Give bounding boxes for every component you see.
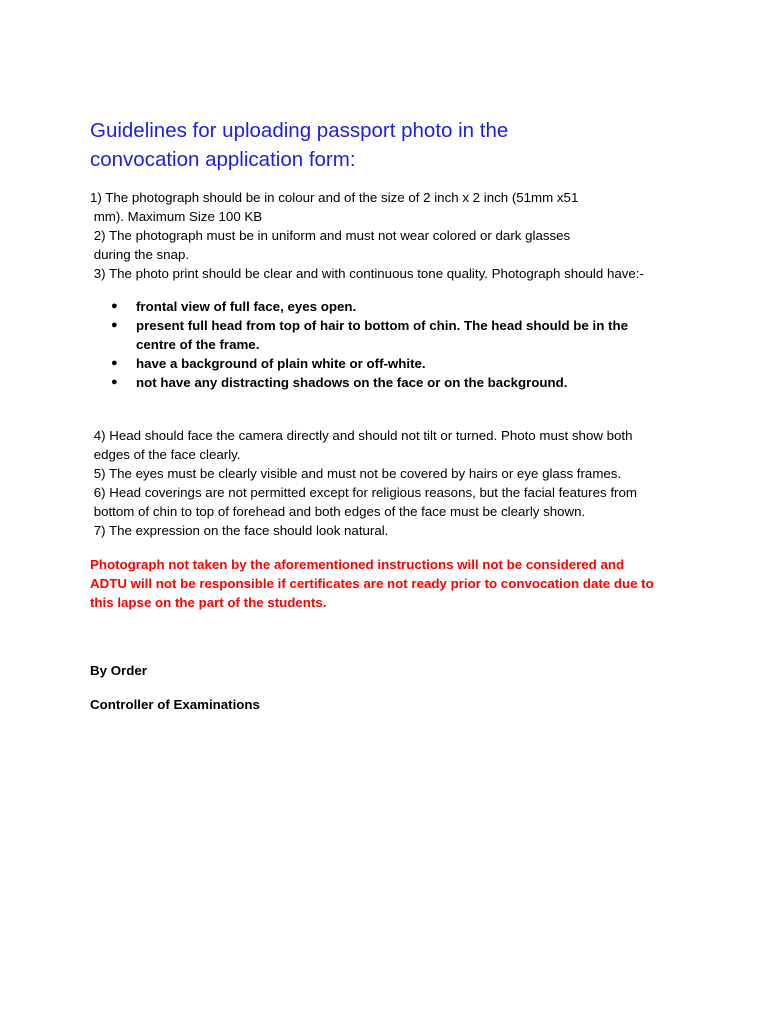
list-item-text: not have any distracting shadows on the face or on the background.	[136, 375, 568, 390]
list-item	[90, 354, 690, 373]
guideline-line: bottom of chin to top of forehead and both edges of the face must be clearly shown.	[90, 504, 586, 519]
list-item	[90, 297, 690, 316]
guideline-line: 3) The photo print should be clear and with continuous tone quality. Photograph should have:-	[90, 266, 644, 281]
signatory-title: Controller of Examinations	[90, 697, 260, 712]
additional-guidelines	[90, 426, 690, 540]
warning-line: Photograph not taken by the aforementioned instructions will not be considered and	[90, 557, 625, 572]
warning-notice	[90, 555, 690, 612]
by-order-label: By Order	[90, 663, 147, 678]
title-line: Guidelines for uploading passport photo in the	[90, 119, 509, 142]
guideline-line: 4) Head should face the camera directly and should not tilt or turned. Photo must show both	[90, 428, 633, 443]
guideline-line: mm). Maximum Size 100 KB	[90, 209, 263, 224]
title-line: convocation application form:	[90, 148, 356, 171]
list-item	[90, 373, 690, 392]
guideline-line: 6) Head coverings are not permitted except for religious reasons, but the facial features from	[90, 485, 637, 500]
bullet-icon: ●	[111, 319, 118, 331]
intro-guidelines	[90, 188, 690, 283]
bullet-icon: ●	[111, 376, 118, 388]
guideline-line: 1) The photograph should be in colour and of the size of 2 inch x 2 inch (51mm x51	[90, 190, 579, 205]
list-item	[90, 316, 690, 354]
guideline-line: 5) The eyes must be clearly visible and must not be covered by hairs or eye glass frames.	[90, 466, 622, 481]
bullet-icon: ●	[111, 300, 118, 312]
warning-line: ADTU will not be responsible if certificates are not ready prior to convocation date due to	[90, 576, 654, 591]
list-item-text: centre of the frame.	[136, 337, 260, 352]
list-item-text: present full head from top of hair to bottom of chin. The head should be in the	[136, 318, 628, 333]
photo-requirements-list	[90, 297, 690, 392]
guideline-line: 7) The expression on the face should look natural.	[90, 523, 389, 538]
guideline-line: during the snap.	[90, 247, 190, 262]
guideline-line: 2) The photograph must be in uniform and must not wear colored or dark glasses	[90, 228, 571, 243]
warning-line: this lapse on the part of the students.	[90, 595, 327, 610]
bullet-icon: ●	[111, 357, 118, 369]
document-title	[90, 116, 710, 174]
guideline-line: edges of the face clearly.	[90, 447, 241, 462]
list-item-text: frontal view of full face, eyes open.	[136, 299, 357, 314]
list-item-text: have a background of plain white or off-white.	[136, 356, 426, 371]
